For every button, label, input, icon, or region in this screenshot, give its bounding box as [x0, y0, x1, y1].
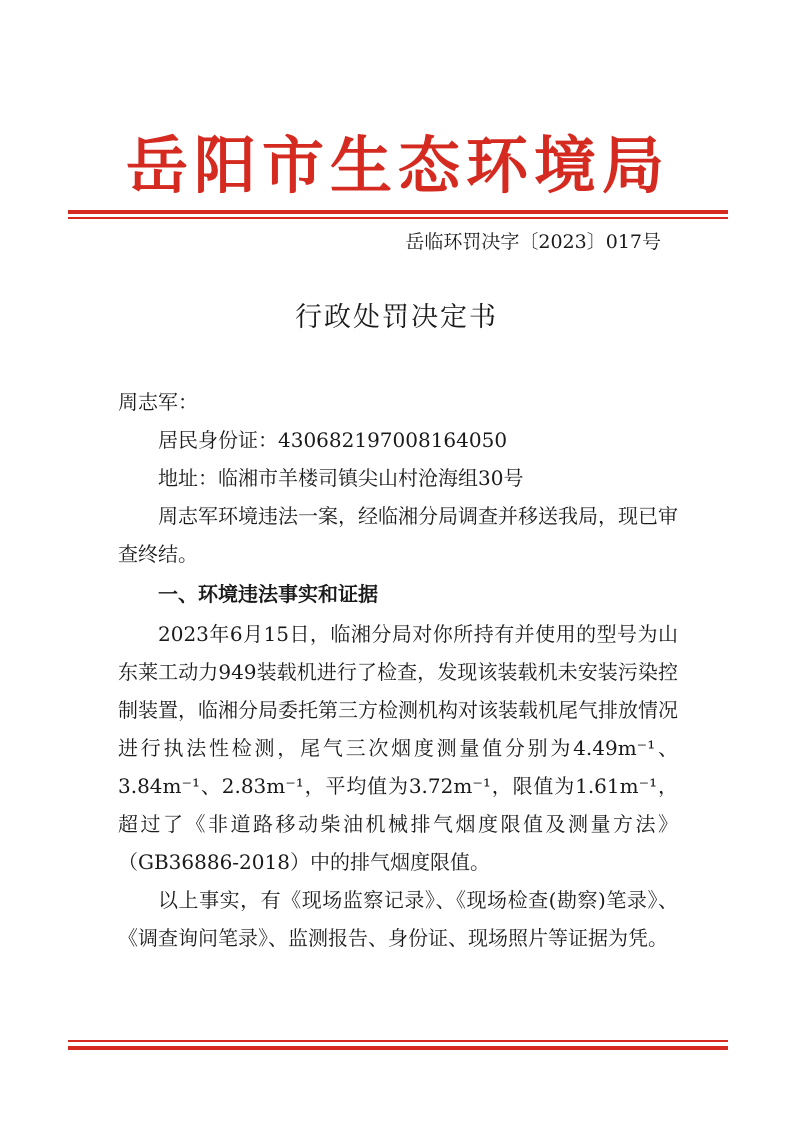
footer-rule-thick — [68, 1046, 728, 1050]
document-body — [118, 383, 678, 957]
case-intro: 周志军环境违法一案，经临湘分局调查并移送我局，现已审查终结。 — [118, 504, 678, 566]
agency-masthead: 岳阳市生态环境局 — [125, 129, 670, 202]
footer-rule-thin — [68, 1040, 728, 1042]
masthead-rule-thin — [68, 217, 728, 219]
masthead-rule-thick — [68, 210, 728, 214]
evidence-paragraph: 以上事实，有《现场监察记录》、《现场检查(勘察)笔录》、《调查询问笔录》、监测报告、身份证、现场照片等证据为凭。 — [118, 888, 678, 950]
section-heading: 一、环境违法事实和证据 — [158, 582, 378, 606]
document-number: 岳临环罚决字〔2023〕017号 — [405, 231, 661, 253]
recipient-salutation: 周志军： — [118, 390, 198, 414]
document-title: 行政处罚决定书 — [295, 302, 498, 333]
recipient-address: 地址：临湘市羊楼司镇尖山村沧海组30号 — [158, 466, 524, 490]
facts-paragraph: 2023年6月15日，临湘分局对你所持有并使用的型号为山东莱工动力949装载机进行了检查，发现该装载机未安装污染控制装置，临湘分局委托第三方检测机构对该装载机尾气排放情况进行执法性检测，尾气三次烟度测量值分别为4.49m⁻¹、3.84m⁻¹、2.83m⁻¹，平均值为3.72m⁻¹，限值为1.61m⁻¹，超过了《非道路移动柴油机械排气烟度限值及测量方法》（GB36886-2018）中的排气烟度限值。 — [118, 622, 678, 874]
recipient-id: 居民身份证：430682197008164050 — [158, 428, 508, 452]
